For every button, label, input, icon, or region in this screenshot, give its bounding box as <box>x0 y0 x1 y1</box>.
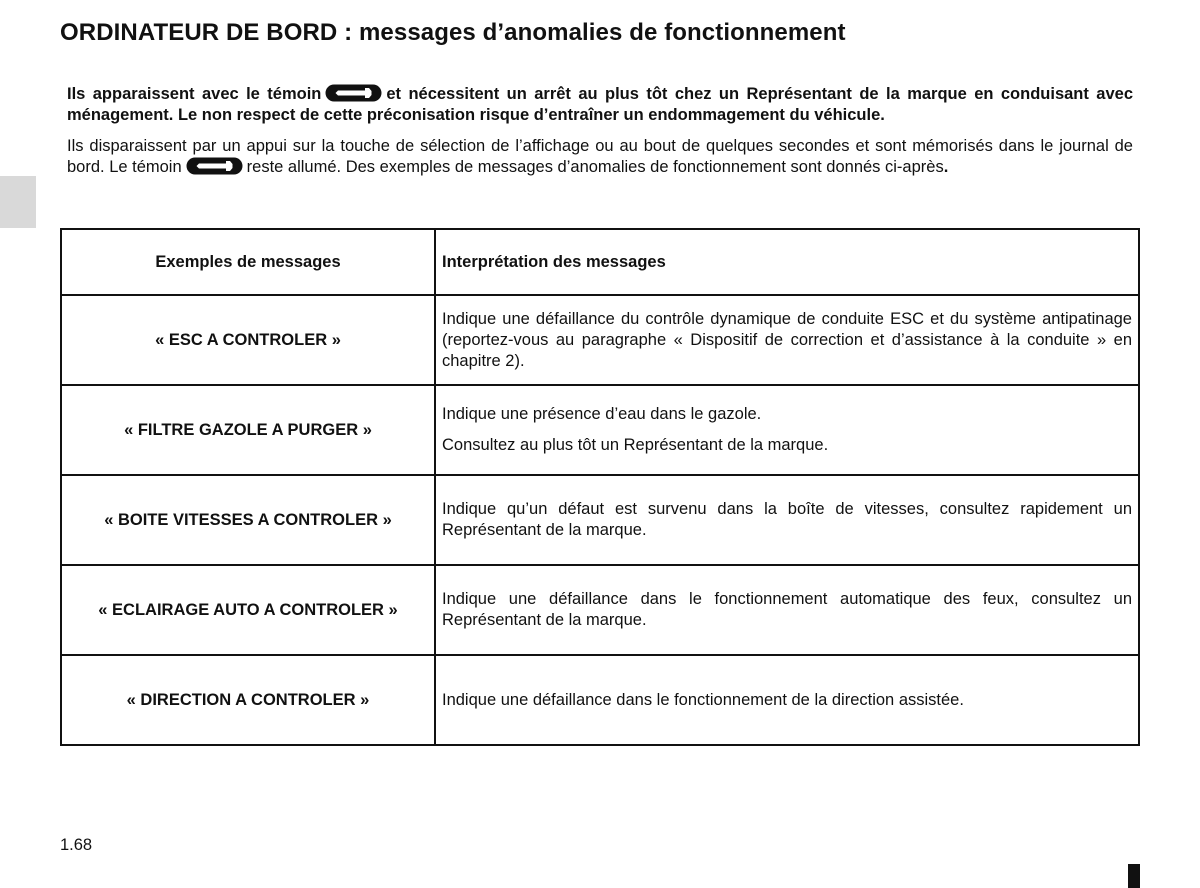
page-number: 1.68 <box>60 836 93 854</box>
table-row <box>61 655 1139 745</box>
message-example: « FILTRE GAZOLE A PURGER » <box>61 385 435 475</box>
message-example: « ESC A CONTROLER » <box>61 295 435 385</box>
message-interpretation <box>435 475 1139 565</box>
interpretation-line: Consultez au plus tôt un Représentant de la marque. <box>442 436 829 454</box>
wrench-warning-icon <box>325 84 382 102</box>
intro-warning-paragraph <box>67 84 1133 126</box>
header-interpretation: Interprétation des messages <box>435 229 1139 295</box>
interpretation-line: Indique une défaillance dans le fonctionnement automatique des feux, consultez un Représentant de la marque. <box>442 590 1132 629</box>
table-header-row <box>61 229 1139 295</box>
table-row <box>61 385 1139 475</box>
message-interpretation <box>435 565 1139 655</box>
wrench-warning-icon <box>186 157 243 175</box>
message-interpretation <box>435 655 1139 745</box>
table-row <box>61 475 1139 565</box>
interpretation-line: Indique qu’un défaut est survenu dans la boîte de vitesses, consultez rapidement un Représentant de la marque. <box>442 500 1132 539</box>
header-messages: Exemples de messages <box>61 229 435 295</box>
intro-info-end: reste allumé. Des exemples de messages d’anomalies de fonctionnement sont donnés ci-après <box>246 158 944 176</box>
page-title: ORDINATEUR DE BORD : messages d’anomalies de fonctionnement <box>60 19 846 46</box>
interpretation-line: Indique une présence d’eau dans le gazole. <box>442 405 762 423</box>
message-example: « ECLAIRAGE AUTO A CONTROLER » <box>61 565 435 655</box>
interpretation-line: Indique une défaillance dans le fonctionnement de la direction assistée. <box>442 690 964 709</box>
page-edge-marker <box>1128 864 1140 888</box>
chapter-tab <box>0 176 36 228</box>
message-example: « DIRECTION A CONTROLER » <box>61 655 435 745</box>
intro-info-period: . <box>943 158 949 176</box>
intro-info-paragraph <box>67 136 1133 178</box>
message-interpretation <box>435 295 1139 385</box>
intro-warning-end: et nécessitent un arrêt au plus tôt chez un Représentant de la marque en conduisant avec ménagement. Le non respect de cette préconisation risque d’entraîner un endommagement du véhicule. <box>67 85 1134 124</box>
table-row <box>61 295 1139 385</box>
intro-warning-start: Ils apparaissent avec le témoin <box>67 85 322 103</box>
interpretation-line: Indique une défaillance du contrôle dynamique de conduite ESC et du système antipatinage (reportez-vous au paragraphe « Dispositif de correction et d’assistance à la conduite » en chapitre 2). <box>442 309 1132 370</box>
intro-info-start: Ils disparaissent par un appui sur la touche de sélection de l’affichage ou au bout de quelques secondes et sont mémorisés dans le journal de bord. Le témoin <box>67 137 1133 176</box>
message-example: « BOITE VITESSES A CONTROLER » <box>61 475 435 565</box>
message-interpretation <box>435 385 1139 475</box>
intro-text <box>67 84 1133 178</box>
anomaly-messages-table <box>60 228 1140 746</box>
table-row <box>61 565 1139 655</box>
